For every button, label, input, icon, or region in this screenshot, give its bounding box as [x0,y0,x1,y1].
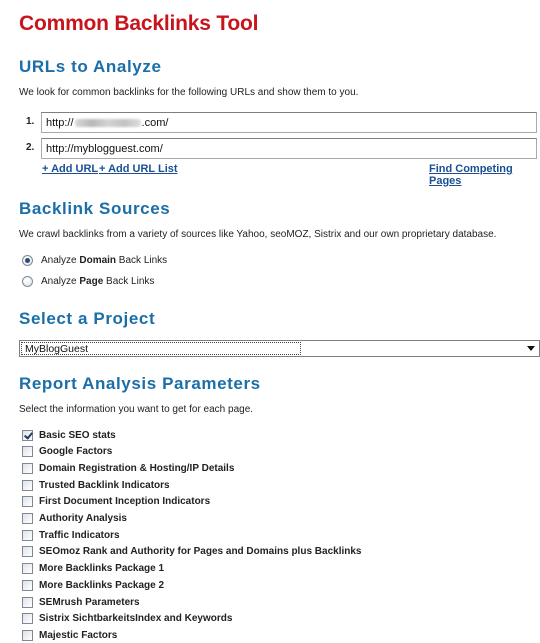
project-section-title: Select a Project [19,309,156,328]
parameter-checkbox[interactable] [22,463,33,474]
parameter-option[interactable] [22,562,164,576]
parameter-option[interactable] [22,428,116,442]
radio-button-page[interactable] [22,276,33,287]
parameter-checkbox[interactable] [22,446,33,457]
url-value: http://myblogguest.com/ [46,142,163,155]
parameter-checkbox[interactable] [22,613,33,624]
parameter-checkbox[interactable] [22,597,33,608]
parameter-option[interactable] [22,528,120,542]
sources-section-title: Backlink Sources [19,199,171,218]
url-row-2 [26,138,540,160]
parameter-checkbox[interactable] [22,580,33,591]
find-competing-pages-link[interactable]: Find Competing Pages [429,163,513,187]
page-title: Common Backlinks Tool [19,12,259,35]
url-number: 2. [26,142,35,153]
parameter-checkbox[interactable] [22,496,33,507]
add-url-list-link[interactable]: + Add URL List [99,163,178,175]
parameter-checkbox[interactable] [22,513,33,524]
parameter-label: SEMrush Parameters [39,596,140,608]
parameter-label: First Document Inception Indicators [39,496,211,508]
url-input-2[interactable] [41,138,537,159]
radio-label-domain: Analyze Domain Back Links [41,254,168,266]
parameter-label: Sistrix SichtbarkeitsIndex and Keywords [39,613,233,625]
url-row-1 [26,112,540,134]
parameter-label: SEOmoz Rank and Authority for Pages and Domains plus Backlinks [39,546,362,558]
parameter-checkbox[interactable] [22,480,33,491]
parameter-label: Traffic Indicators [39,529,120,541]
parameter-option[interactable] [22,478,170,492]
parameter-label: Majestic Factors [39,629,118,641]
urls-description: We look for common backlinks for the following URLs and show them to you. [19,87,359,98]
project-select[interactable] [19,340,540,357]
url-suffix: .com/ [141,116,169,129]
redacted-domain [75,119,141,127]
radio-option-page[interactable] [22,274,154,288]
add-url-link[interactable]: + Add URL [42,163,99,175]
report-section-title: Report Analysis Parameters [19,374,261,393]
parameter-option[interactable] [22,512,127,526]
parameter-checkbox[interactable] [22,530,33,541]
parameter-checkbox[interactable] [22,630,33,641]
report-description: Select the information you want to get for each page. [19,404,254,415]
radio-option-domain[interactable] [22,253,167,267]
parameter-option[interactable] [22,595,140,609]
urls-section-title: URLs to Analyze [19,57,162,76]
parameter-label: More Backlinks Package 2 [39,579,165,591]
parameter-option[interactable] [22,545,361,559]
url-input-1[interactable] [41,112,537,133]
parameter-label: Authority Analysis [39,513,127,524]
parameter-label: Basic SEO stats [39,429,116,441]
radio-label-page: Analyze Page Back Links [41,275,155,287]
url-prefix: http:// [46,116,74,129]
parameter-checkbox[interactable] [22,563,33,574]
parameter-option[interactable] [22,612,232,626]
parameter-label: Trusted Backlink Indicators [39,479,170,491]
radio-button-domain[interactable] [22,255,33,266]
url-number: 1. [26,116,35,127]
parameter-option[interactable] [22,495,210,509]
parameter-checkbox[interactable] [22,430,33,441]
parameter-checkbox[interactable] [22,546,33,557]
project-select-value: MyBlogGuest [21,342,301,355]
parameter-option[interactable] [22,578,164,592]
parameter-option[interactable] [22,628,117,642]
parameter-option[interactable] [22,461,234,475]
parameter-option[interactable] [22,445,112,459]
parameter-label: Google Factors [39,446,113,458]
parameter-label: Domain Registration & Hosting/IP Details [39,462,235,474]
parameter-label: More Backlinks Package 1 [39,563,165,575]
sources-description: We crawl backlinks from a variety of sources like Yahoo, seoMOZ, Sistrix and our own proprietary database. [19,229,497,240]
chevron-down-icon[interactable] [527,346,535,351]
